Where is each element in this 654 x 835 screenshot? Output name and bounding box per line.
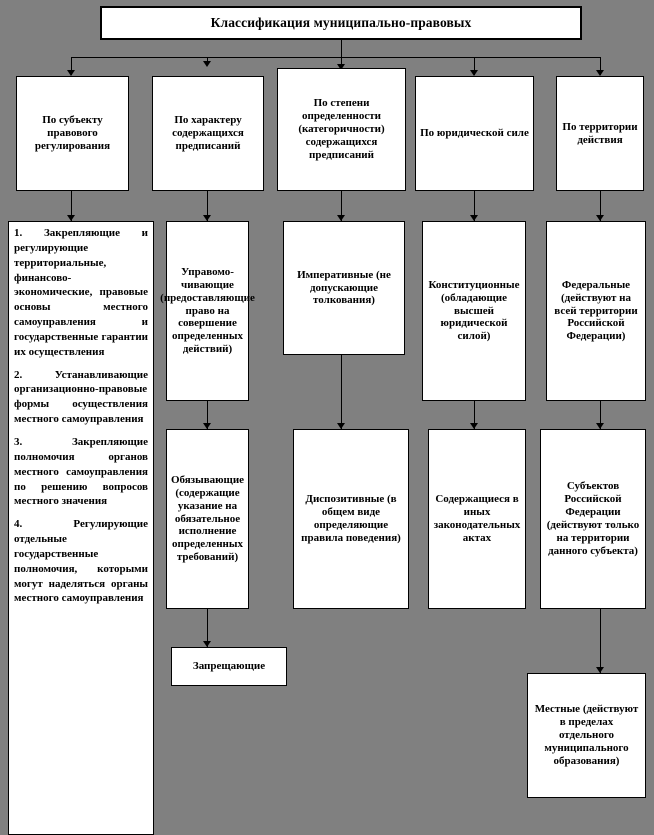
legal-force-label-constitutional: Конституционные (обладающие высшей юридической силой) [428, 278, 520, 343]
diagram-title: Классификация муниципально-правовых [210, 15, 472, 31]
title-stem-connector [341, 40, 342, 57]
level2-arrow-2 [203, 61, 211, 67]
level2-rail-connector [71, 57, 600, 58]
subject-item-1: 1. Закрепляющие и регулирующие территориальные, финансово-экономические, правовые основы местного самоуправления и государственные гарантии их осуществления [14, 227, 148, 358]
subject-items-text [9, 222, 153, 614]
character-box-empowering [160, 221, 255, 401]
legal-force-box-constitutional [422, 221, 526, 401]
subject-item-4: 4. Регулирующие отдельные государственные полномочия, которыми могут наделяться органы местного самоуправления [14, 518, 148, 605]
category-label-legal-force: По юридической силе [420, 127, 529, 140]
certainty-box-dispositive [293, 429, 409, 609]
category-label-territory: По территории действия [562, 120, 638, 146]
territory-label-federal: Федеральные (действуют на всей территории Российской Федерации) [554, 278, 638, 343]
drop-subjects-to-local [600, 609, 601, 673]
subject-item-3: 3. Закрепляющие полномочия органов местного самоуправления по решению вопросов местного значения [14, 435, 148, 508]
category-label-character: По характеру содержащихся предписаний [172, 114, 244, 152]
territory-label-subjects: Субъектов Российской Федерации (действуют только на территории данного субъекта) [546, 480, 640, 557]
certainty-label-imperative: Императивные (не допускающие толкования) [297, 268, 391, 307]
subject-items-box [8, 221, 154, 835]
category-box-certainty [277, 68, 406, 191]
category-label-certainty: По степени определенности (категоричности) содержащихся предписаний [298, 97, 385, 161]
character-label-obliging: Обязывающие (содержащие указание на обязательное исполнение определенных требований) [170, 473, 245, 564]
category-box-subject [16, 76, 129, 191]
certainty-box-imperative [283, 221, 405, 355]
drop-imperative-to-dispositive [341, 355, 342, 429]
subject-item-2: 2. Устанавливающие организационно-правовые формы осуществления местного самоуправления [14, 368, 148, 426]
legal-force-label-other-acts: Содержащиеся в иных законодательных актах [433, 493, 521, 544]
category-label-subject: По субъекту правового регулирования [34, 114, 111, 152]
category-box-territory [556, 76, 644, 191]
character-label-empowering: Управомо-чивающие (предоставляющие право на совершение определенных действий) [160, 265, 255, 356]
territory-box-federal [546, 221, 646, 401]
certainty-label-dispositive: Диспозитивные (в общем виде определяющие правила поведения) [301, 493, 401, 544]
character-label-prohibiting: Запрещающие [192, 660, 266, 673]
diagram-title-box [100, 6, 582, 40]
legal-force-box-other-acts [428, 429, 526, 609]
character-box-obliging [166, 429, 249, 609]
character-box-prohibiting [171, 647, 287, 686]
category-box-legal-force [415, 76, 534, 191]
territory-box-local [527, 673, 646, 798]
category-box-character [152, 76, 264, 191]
territory-box-subjects [540, 429, 646, 609]
territory-label-local: Местные (действуют в пределах отдельного муниципального образования) [534, 703, 639, 767]
